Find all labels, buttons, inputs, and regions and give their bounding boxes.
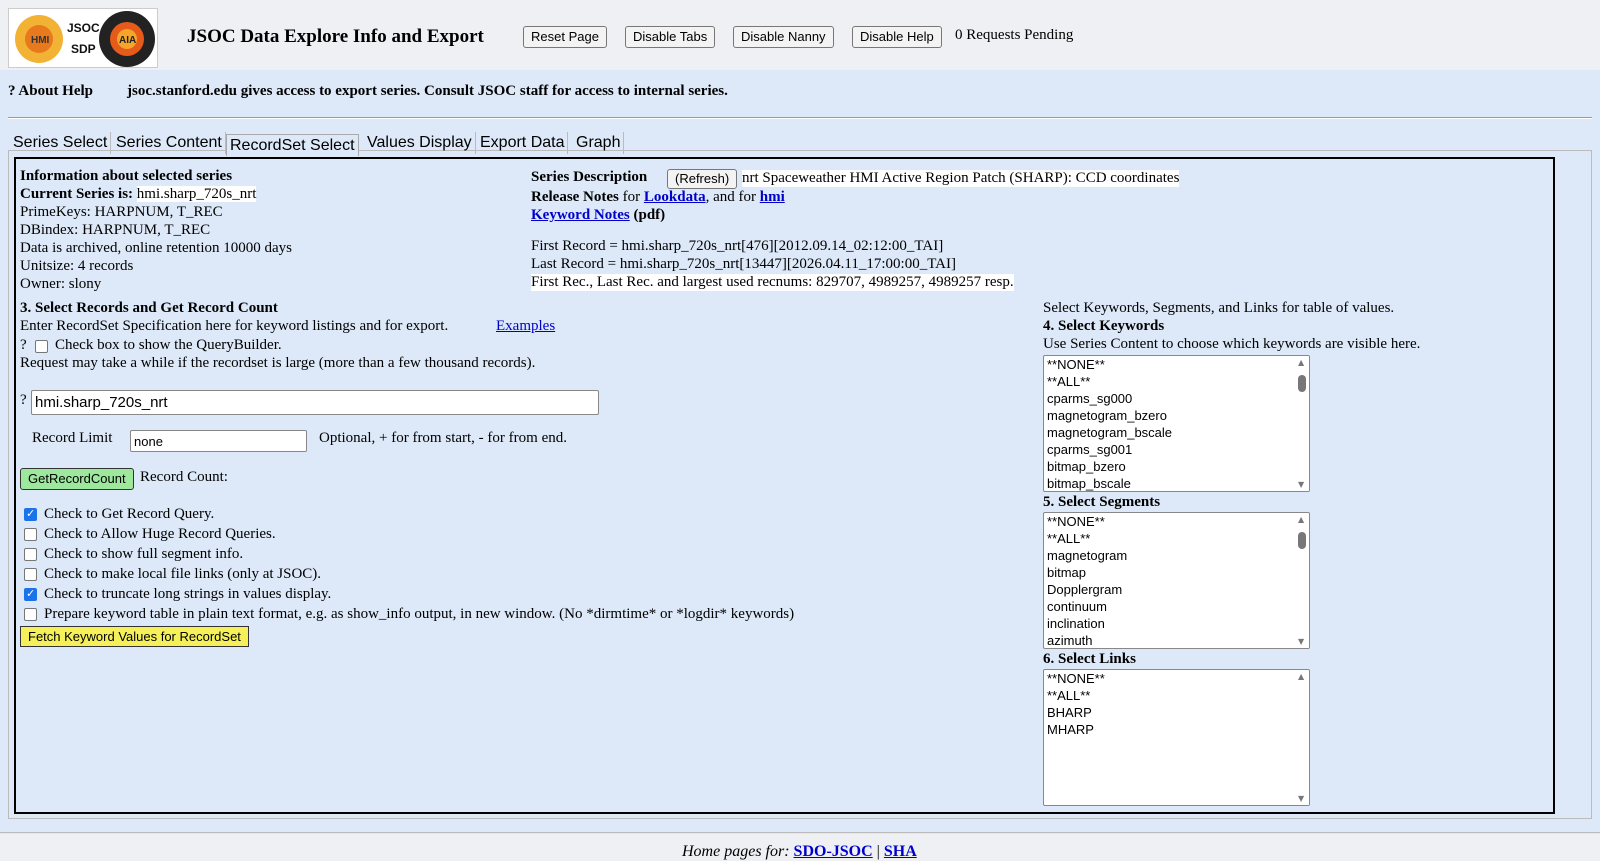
- local-file-links-label: Check to make local file links (only at JSOC).: [44, 566, 322, 582]
- last-record: Last Record = hmi.sharp_720s_nrt[13447][2026.04.11_17:00:00_TAI]: [531, 256, 956, 272]
- db-index: DBindex: HARPNUM, T_REC: [20, 222, 211, 238]
- plain-text-table-checkbox[interactable]: [24, 608, 37, 621]
- footer-prefix: Home pages for:: [682, 843, 794, 860]
- link-option[interactable]: **NONE**: [1047, 671, 1105, 686]
- keywords-hint: Use Series Content to choose which keywords are visible here.: [1043, 336, 1421, 352]
- unit-size: Unitsize: 4 records: [20, 258, 134, 274]
- get-record-query-checkbox[interactable]: [24, 508, 37, 521]
- release-for: for: [618, 189, 644, 205]
- prime-keys: PrimeKeys: HARPNUM, T_REC: [20, 204, 223, 220]
- lookdata-link[interactable]: Lookdata: [643, 189, 706, 205]
- release-and-for: , and for: [705, 189, 760, 205]
- tab-values-display[interactable]: Values Display: [364, 132, 476, 154]
- info-heading: Information about selected series: [20, 168, 233, 184]
- pdf-label: (pdf): [633, 207, 666, 223]
- full-segment-info-label: Check to show full segment info.: [44, 546, 244, 562]
- sdo-jsoc-link[interactable]: SDO-JSOC: [793, 843, 873, 860]
- requests-pending: 0 Requests Pending: [955, 27, 1074, 43]
- reset-page-button[interactable]: Reset Page: [523, 26, 607, 48]
- about-help-link[interactable]: ? About Help: [8, 83, 94, 99]
- querybuilder-help[interactable]: ?: [20, 337, 27, 353]
- sha-link[interactable]: SHA: [883, 843, 917, 860]
- current-series-value: hmi.sharp_720s_nrt: [136, 186, 257, 202]
- jsoc-aia-logo: [8, 8, 158, 68]
- local-file-links-checkbox[interactable]: [24, 568, 37, 581]
- links-listbox[interactable]: [1043, 669, 1310, 806]
- querybuilder-label: Check box to show the QueryBuilder.: [55, 337, 282, 353]
- keyword-option[interactable]: **ALL**: [1047, 374, 1091, 389]
- select-intro: Select Keywords, Segments, and Links for table of values.: [1043, 300, 1395, 316]
- disable-help-button[interactable]: Disable Help: [852, 26, 942, 48]
- keyword-notes-line: [531, 207, 665, 224]
- keywords-listbox[interactable]: [1043, 355, 1310, 492]
- links-heading: 6. Select Links: [1043, 651, 1136, 667]
- scroll-up-icon[interactable]: ▲: [1298, 358, 1305, 367]
- scroll-down-icon[interactable]: ▼: [1298, 480, 1305, 489]
- segment-option[interactable]: magnetogram: [1047, 548, 1128, 563]
- segments-listbox[interactable]: [1043, 512, 1310, 649]
- truncate-strings-label: Check to truncate long strings in values display.: [44, 586, 332, 602]
- examples-link[interactable]: Examples: [496, 318, 556, 334]
- current-series: [20, 186, 256, 203]
- keyword-option[interactable]: magnetogram_bscale: [1047, 425, 1173, 440]
- recordset-instructions: Enter RecordSet Specification here for keyword listings and for export.: [20, 318, 449, 334]
- archive-info: Data is archived, online retention 10000 days: [20, 240, 293, 256]
- hmi-link[interactable]: hmi: [759, 189, 785, 205]
- scroll-up-icon[interactable]: ▲: [1298, 515, 1305, 524]
- recordset-spec-help[interactable]: ?: [20, 392, 27, 408]
- record-limit-label: Record Limit: [32, 430, 113, 446]
- keywords-heading: 4. Select Keywords: [1043, 318, 1165, 334]
- plain-text-table-label: Prepare keyword table in plain text format, e.g. as show_info output, in new window. (No *dirmtime* or *logdir* keywords): [44, 606, 795, 622]
- tab-export-data[interactable]: Export Data: [477, 132, 568, 154]
- full-segment-info-checkbox[interactable]: [24, 548, 37, 561]
- get-record-query-label: Check to Get Record Query.: [44, 506, 215, 522]
- tab-graph[interactable]: Graph: [573, 132, 624, 154]
- links-scrollbar[interactable]: [1295, 670, 1309, 805]
- fetch-keyword-values-button[interactable]: Fetch Keyword Values for RecordSet: [20, 626, 249, 647]
- record-limit-input[interactable]: [130, 430, 307, 452]
- release-notes-label: Release Notes: [531, 189, 619, 205]
- footer-separator: |: [872, 843, 884, 860]
- divider: [8, 117, 1592, 119]
- segment-option[interactable]: Dopplergram: [1047, 582, 1123, 597]
- segment-option[interactable]: continuum: [1047, 599, 1107, 614]
- current-series-label: Current Series is:: [20, 186, 134, 202]
- get-record-count-button[interactable]: GetRecordCount: [20, 468, 134, 490]
- keywords-scrollbar[interactable]: [1295, 356, 1309, 491]
- scroll-down-icon[interactable]: ▼: [1298, 637, 1305, 646]
- segment-option[interactable]: inclination: [1047, 616, 1105, 631]
- querybuilder-checkbox[interactable]: [35, 340, 48, 353]
- segment-option[interactable]: azimuth: [1047, 633, 1093, 648]
- disable-tabs-button[interactable]: Disable Tabs: [625, 26, 715, 48]
- recnums-info: First Rec., Last Rec. and largest used recnums: 829707, 4989257, 4989257 resp.: [531, 274, 1014, 290]
- scroll-up-icon[interactable]: ▲: [1298, 672, 1305, 681]
- scroll-down-icon[interactable]: ▼: [1298, 794, 1305, 803]
- series-description-text: nrt Spaceweather HMI Active Region Patch (SHARP): CCD coordinates: [742, 170, 1180, 186]
- segment-option[interactable]: **ALL**: [1047, 531, 1091, 546]
- allow-huge-queries-checkbox[interactable]: [24, 528, 37, 541]
- refresh-button[interactable]: (Refresh): [667, 169, 737, 189]
- segment-option[interactable]: **NONE**: [1047, 514, 1105, 529]
- segment-option[interactable]: bitmap: [1047, 565, 1087, 580]
- page-title: JSOC Data Explore Info and Export: [187, 26, 484, 47]
- keyword-option[interactable]: magnetogram_bzero: [1047, 408, 1167, 423]
- series-description-label: Series Description: [531, 169, 648, 185]
- truncate-strings-checkbox[interactable]: [24, 588, 37, 601]
- owner: Owner: slony: [20, 276, 102, 292]
- record-count-label: Record Count:: [140, 469, 228, 485]
- keyword-notes-link[interactable]: Keyword Notes: [531, 207, 630, 223]
- svg-text:AIA: AIA: [119, 35, 137, 46]
- svg-text:SDP: SDP: [71, 42, 96, 56]
- tab-series-content[interactable]: Series Content: [113, 132, 226, 154]
- help-message: jsoc.stanford.edu gives access to export series. Consult JSOC staff for access to internal series.: [127, 83, 728, 99]
- scroll-thumb[interactable]: [1298, 375, 1306, 392]
- disable-nanny-button[interactable]: Disable Nanny: [733, 26, 834, 48]
- keyword-option[interactable]: bitmap_bzero: [1047, 459, 1126, 474]
- allow-huge-queries-label: Check to Allow Huge Record Queries.: [44, 526, 276, 542]
- first-record: First Record = hmi.sharp_720s_nrt[476][2012.09.14_02:12:00_TAI]: [531, 238, 944, 254]
- large-recordset-warning: Request may take a while if the recordset is large (more than a few thousand records).: [20, 355, 536, 371]
- keyword-option[interactable]: **NONE**: [1047, 357, 1105, 372]
- keyword-option[interactable]: cparms_sg000: [1047, 391, 1133, 406]
- record-limit-hint: Optional, + for from start, - for from end.: [319, 430, 567, 446]
- segments-heading: 5. Select Segments: [1043, 494, 1161, 510]
- tab-series-select[interactable]: Series Select: [10, 132, 111, 154]
- tab-recordset-select[interactable]: RecordSet Select: [226, 134, 359, 156]
- link-option[interactable]: **ALL**: [1047, 688, 1091, 703]
- recordset-spec-input[interactable]: [31, 390, 599, 415]
- keyword-option[interactable]: bitmap_bscale: [1047, 476, 1131, 491]
- footer: [682, 843, 917, 861]
- svg-text:JSOC: JSOC: [67, 21, 100, 35]
- release-notes-line: [531, 189, 785, 206]
- link-option[interactable]: MHARP: [1047, 722, 1094, 737]
- segments-scrollbar[interactable]: [1295, 513, 1309, 648]
- svg-text:HMI: HMI: [31, 35, 50, 46]
- scroll-thumb[interactable]: [1298, 532, 1306, 549]
- link-option[interactable]: BHARP: [1047, 705, 1092, 720]
- keyword-option[interactable]: cparms_sg001: [1047, 442, 1133, 457]
- records-heading: 3. Select Records and Get Record Count: [20, 300, 278, 316]
